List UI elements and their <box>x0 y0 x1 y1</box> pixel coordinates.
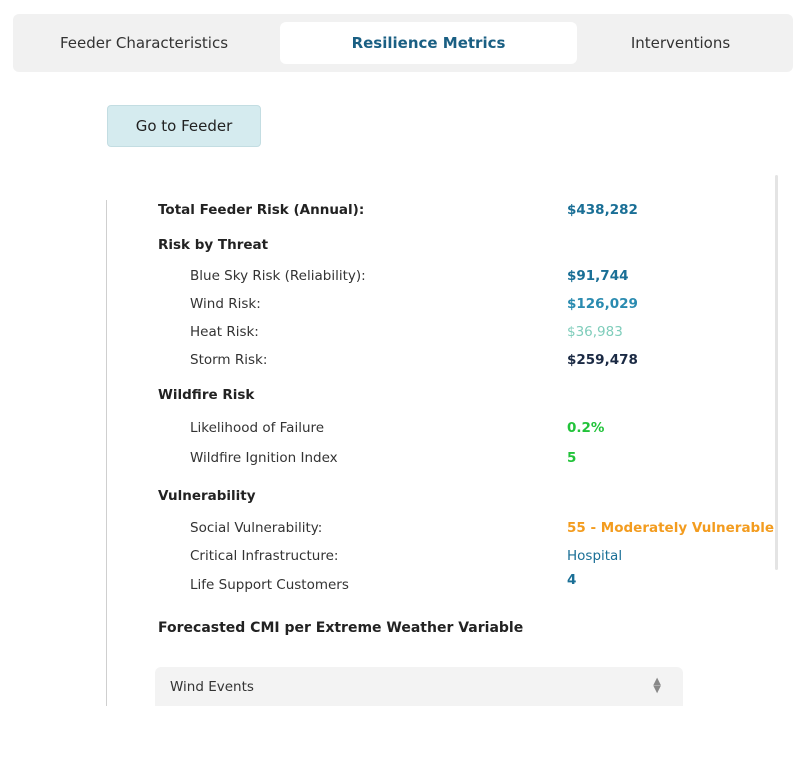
social-vulnerability-value: 55 - Moderately Vulnerable <box>567 520 775 536</box>
likelihood-of-failure-label: Likelihood of Failure <box>190 420 325 436</box>
likelihood-of-failure-value: 0.2% <box>567 420 605 436</box>
weather-variable-select[interactable] <box>155 667 683 706</box>
total-feeder-risk-value: $438,282 <box>567 202 638 218</box>
scrollbar[interactable] <box>775 175 778 570</box>
tab-feeder-characteristics[interactable]: Feeder Characteristics <box>59 34 229 52</box>
vulnerability-heading: Vulnerability <box>158 488 256 504</box>
sort-arrows-icon: ▲ ▼ <box>653 676 661 695</box>
blue-sky-risk-value: $91,744 <box>567 268 629 284</box>
total-feeder-risk-label: Total Feeder Risk (Annual): <box>158 202 365 218</box>
tab-resilience-metrics[interactable]: Resilience Metrics <box>280 22 577 64</box>
critical-infrastructure-label: Critical Infrastructure: <box>190 548 339 564</box>
tab-bar <box>13 14 793 72</box>
social-vulnerability-label: Social Vulnerability: <box>190 520 323 536</box>
go-to-feeder-button[interactable]: Go to Feeder <box>107 105 261 147</box>
wildfire-ignition-index-value: 5 <box>567 450 577 466</box>
wind-risk-label: Wind Risk: <box>190 296 261 312</box>
risk-by-threat-heading: Risk by Threat <box>158 237 269 253</box>
wind-risk-value: $126,029 <box>567 296 638 312</box>
forecasted-cmi-heading: Forecasted CMI per Extreme Weather Variable <box>158 620 524 636</box>
heat-risk-label: Heat Risk: <box>190 324 259 340</box>
critical-infrastructure-value: Hospital <box>567 548 623 564</box>
blue-sky-risk-label: Blue Sky Risk (Reliability): <box>190 268 366 284</box>
panel-divider <box>106 200 107 706</box>
heat-risk-value: $36,983 <box>567 324 623 340</box>
life-support-customers-value: 4 <box>567 572 577 588</box>
wildfire-risk-heading: Wildfire Risk <box>158 387 255 403</box>
storm-risk-value: $259,478 <box>567 352 638 368</box>
storm-risk-label: Storm Risk: <box>190 352 268 368</box>
life-support-customers-label: Life Support Customers <box>190 577 349 593</box>
wildfire-ignition-index-label: Wildfire Ignition Index <box>190 450 338 466</box>
tab-interventions[interactable]: Interventions <box>630 34 731 52</box>
weather-variable-select-value: Wind Events <box>170 679 254 695</box>
